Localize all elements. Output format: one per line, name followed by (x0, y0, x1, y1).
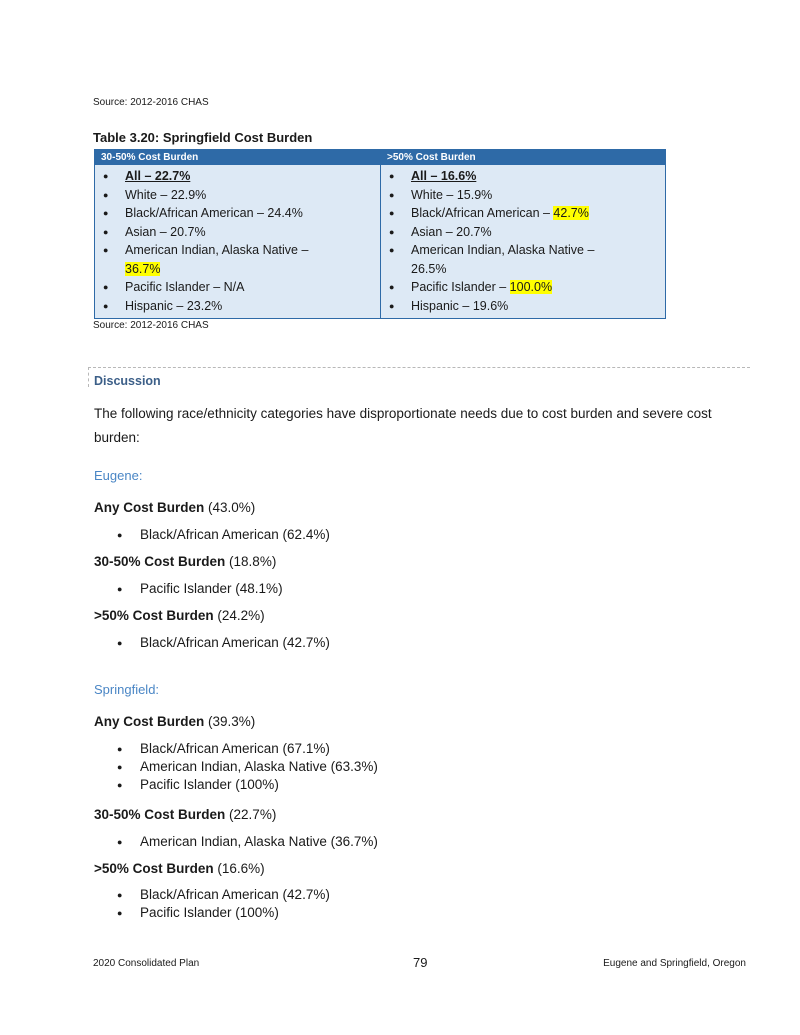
list-item: ● Pacific Islander (100%) (94, 904, 330, 922)
highlighted-value: 36.7% (125, 261, 161, 276)
table-title: Table 3.20: Springfield Cost Burden (93, 130, 313, 145)
list-item: ● White – 15.9% (381, 186, 665, 205)
category-label: 30-50% Cost Burden (94, 554, 226, 569)
table-list-30-50 (95, 165, 380, 318)
category-label: >50% Cost Burden (94, 861, 214, 876)
category-value: (24.2%) (213, 608, 265, 623)
list-item: ● White – 22.9% (95, 186, 380, 205)
springfield-mid-burden (94, 805, 276, 825)
source-note-bottom: Source: 2012-2016 CHAS (93, 320, 209, 331)
category-label: >50% Cost Burden (94, 608, 214, 623)
list-item (381, 241, 665, 278)
list-item: ● Black/African American (67.1%) (94, 740, 378, 758)
footer-right: Eugene and Springfield, Oregon (603, 958, 746, 969)
list-item: ● Black/African American (62.4%) (94, 525, 330, 545)
eugene-mid-list (94, 579, 283, 599)
list-item: ● Pacific Islander (100%) (94, 776, 378, 794)
list-item (381, 204, 665, 223)
eugene-any-burden (94, 498, 255, 518)
springfield-severe-burden (94, 859, 265, 879)
category-label: Any Cost Burden (94, 714, 205, 729)
list-item-label: Black/African American – (411, 206, 554, 220)
list-item: ● Black/African American – 24.4% (95, 204, 380, 223)
cost-burden-table (94, 149, 666, 319)
eugene-heading: Eugene: (94, 468, 143, 483)
section-divider (88, 367, 750, 368)
category-value: (39.3%) (204, 714, 256, 729)
springfield-severe-list (94, 886, 330, 922)
list-item: ● Pacific Islander (48.1%) (94, 579, 283, 599)
list-item: ● American Indian, Alaska Native (36.7%) (94, 832, 378, 852)
section-divider-edge (88, 367, 89, 387)
eugene-any-list (94, 525, 330, 545)
category-label: Any Cost Burden (94, 500, 205, 515)
list-item-label: American Indian, Alaska Native – (125, 243, 309, 257)
table-list-over-50 (381, 165, 665, 318)
list-item: ● Pacific Islander – N/A (95, 278, 380, 297)
list-item: ● Black/African American (42.7%) (94, 886, 330, 904)
list-item-label: Pacific Islander – (411, 280, 510, 294)
discussion-intro: The following race/ethnicity categories have disproportionate needs due to cost burden and severe cost burden: (94, 406, 712, 445)
list-item: ● Asian – 20.7% (381, 223, 665, 242)
page-number: 79 (413, 955, 428, 970)
list-item: ● All – 16.6% (381, 167, 665, 186)
highlighted-value: 100.0% (509, 280, 553, 294)
category-value: (43.0%) (204, 500, 256, 515)
source-note-top: Source: 2012-2016 CHAS (93, 97, 209, 108)
footer-left: 2020 Consolidated Plan (93, 958, 200, 969)
list-item-label: American Indian, Alaska Native – (411, 243, 595, 257)
list-item: ● Asian – 20.7% (95, 223, 380, 242)
springfield-heading: Springfield: (94, 682, 160, 697)
table-column-over-50 (380, 150, 665, 318)
list-item (381, 278, 665, 297)
category-value: (18.8%) (225, 554, 277, 569)
category-value: (22.7%) (225, 807, 277, 822)
eugene-severe-burden (94, 606, 265, 626)
list-item (95, 241, 380, 278)
springfield-any-list (94, 740, 378, 794)
table-column-30-50 (95, 150, 380, 318)
list-item: ● All – 22.7% (95, 167, 380, 186)
table-header-30-50: 30-50% Cost Burden (95, 150, 380, 165)
highlighted-value: 42.7% (553, 206, 589, 220)
eugene-severe-list (94, 633, 330, 653)
springfield-mid-list (94, 832, 378, 852)
springfield-any-burden (94, 712, 255, 732)
category-value: (16.6%) (213, 861, 265, 876)
list-item: ● American Indian, Alaska Native (63.3%) (94, 758, 378, 776)
list-item: ● Black/African American (42.7%) (94, 633, 330, 653)
category-label: 30-50% Cost Burden (94, 807, 226, 822)
list-item-value: 26.5% (411, 261, 447, 276)
discussion-heading: Discussion (94, 374, 161, 388)
eugene-mid-burden (94, 552, 276, 572)
list-item: ● Hispanic – 19.6% (381, 297, 665, 316)
table-header-over-50: >50% Cost Burden (381, 150, 665, 165)
list-item: ● Hispanic – 23.2% (95, 297, 380, 316)
